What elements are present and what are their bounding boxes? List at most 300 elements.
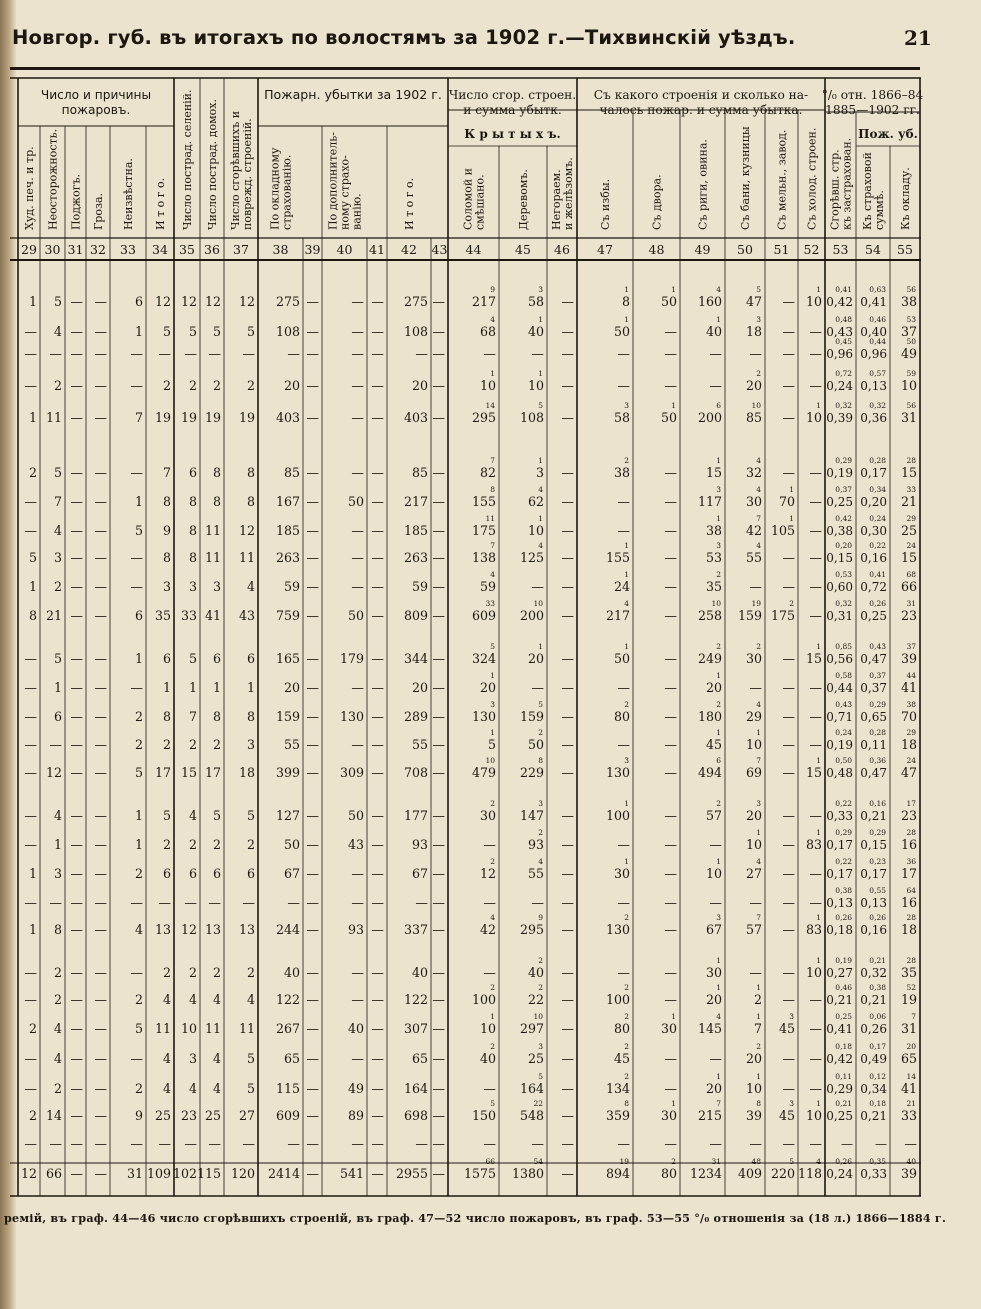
cell-r26-c41: — [371,1108,384,1123]
cell-r4-c36: 19 [204,410,221,425]
cell-r19-c40: — [351,895,364,910]
count-r24-c53: 0,18 [835,1042,852,1051]
cell-r1-c52: — [809,324,822,339]
count-r15-c52: 1 [816,756,821,765]
cell-r16-c50: 20 [745,808,762,823]
cell-r16-c54: 0,21 [860,809,887,823]
cell-r3-c34: 2 [162,378,171,393]
count-r23-c48: 1 [671,1012,676,1021]
cell-r1-c50: 18 [745,324,762,339]
cell-r13-c53: 0,71 [826,710,853,724]
cell-r11-c29: — [24,651,37,666]
cell-r5-c41: — [371,465,384,480]
cell-r4-c38: 403 [275,410,300,425]
cell-r0-c31: — [70,294,83,309]
count-r9-c53: 0,53 [835,570,852,579]
cell-r21-c31: — [70,965,83,980]
cell-r12-c38: 20 [283,680,300,695]
cell-r24-c43: — [432,1051,445,1066]
cell-r10-c31: — [70,608,83,623]
cell-r28-c53: 0,24 [826,1167,853,1181]
cell-r8-c42: 263 [403,550,428,565]
count-r28-c54: 0,35 [869,1157,886,1166]
cell-r11-c38: 165 [275,651,300,666]
cell-r22-c30: 2 [53,992,62,1007]
cell-r21-c46: — [561,965,574,980]
cell-r0-c48: 50 [660,294,677,309]
cell-r26-c45: 548 [519,1108,544,1123]
cell-r11-c30: 5 [53,651,62,666]
cell-r3-c49: — [709,378,722,393]
cell-r17-c44: — [483,837,496,852]
count-r24-c54: 0,17 [869,1042,886,1051]
column-number-53: 53 [832,242,849,257]
cell-r26-c49: 215 [697,1108,722,1123]
cell-r1-c29: — [24,324,37,339]
cell-r4-c33: 7 [134,410,143,425]
cell-r4-c48: 50 [660,410,677,425]
cell-r19-c52: — [809,895,822,910]
cell-r0-c30: 5 [53,294,62,309]
cell-r5-c47: 38 [613,465,630,480]
cell-r4-c42: 403 [403,410,428,425]
cell-r16-c36: 5 [212,808,221,823]
cell-r14-c45: 50 [527,737,544,752]
cell-r14-c30: — [49,737,62,752]
cell-r25-c41: — [371,1081,384,1096]
cell-r1-c48: — [664,324,677,339]
cell-r16-c31: — [70,808,83,823]
cell-r15-c47: 130 [605,765,630,780]
cell-r12-c52: — [809,680,822,695]
cell-r20-c49: 67 [705,922,722,937]
cell-r27-c42: — [415,1136,428,1151]
cell-r5-c51: — [782,465,795,480]
count-r11-c52: 1 [816,642,821,651]
cell-r13-c43: — [432,709,445,724]
cell-r5-c35: 6 [188,465,197,480]
cell-r27-c48: — [664,1136,677,1151]
cell-r6-c30: 7 [53,494,62,509]
cell-r11-c51: — [782,651,795,666]
cell-r24-c40: — [351,1051,364,1066]
cell-r20-c43: — [432,922,445,937]
column-number-54: 54 [865,242,881,257]
cell-r22-c51: — [782,992,795,1007]
count-r18-c47: 1 [624,857,629,866]
count-r13-c55: 38 [906,700,916,709]
cell-r24-c42: 65 [411,1051,428,1066]
cell-r1-c30: 4 [53,324,62,339]
cell-r17-c53: 0,17 [826,838,853,852]
cell-r27-c33: — [130,1136,143,1151]
cell-r6-c47: — [617,494,630,509]
cell-r6-c52: — [809,494,822,509]
cell-r24-c38: 65 [283,1051,300,1066]
count-r0-c55: 56 [906,285,916,294]
cell-r22-c34: 4 [162,992,171,1007]
cell-r27-c37: — [242,1136,255,1151]
count-r28-c51: 5 [789,1157,794,1166]
cell-r23-c31: — [70,1021,83,1036]
cell-r9-c38: 59 [283,579,300,594]
count-r0-c53: 0,41 [835,285,852,294]
cell-r5-c32: — [94,465,107,480]
cell-r18-c54: 0,17 [860,867,887,881]
column-number-49: 49 [694,242,711,257]
cell-r1-c45: 40 [527,324,544,339]
cell-r1-c47: 50 [613,324,630,339]
cell-r6-c45: 62 [527,494,544,509]
cell-r21-c50: — [749,965,762,980]
cell-r6-c31: — [70,494,83,509]
cell-r9-c54: 0,72 [860,580,887,594]
cell-r11-c40: 179 [339,651,364,666]
count-r3-c53: 0,72 [835,369,852,378]
cell-r21-c51: — [782,965,795,980]
cell-r26-c52: 10 [805,1108,822,1123]
cell-r23-c37: 11 [238,1021,255,1036]
cell-r28-c35: 102 [172,1166,197,1181]
group-header-2-line-1: и сумма убытк. [463,103,562,117]
cell-r15-c54: 0,47 [860,766,887,780]
cell-r18-c49: 10 [705,866,722,881]
cell-r8-c47: 155 [605,550,630,565]
cell-r20-c47: 130 [605,922,630,937]
count-r13-c50: 4 [756,700,761,709]
cell-r7-c44: 175 [471,523,496,538]
count-r17-c45: 2 [538,828,543,837]
cell-r22-c44: 100 [471,992,496,1007]
cell-r13-c44: 130 [471,709,496,724]
count-r15-c50: 7 [756,756,761,765]
cell-r28-c48: 80 [660,1166,677,1181]
count-r15-c53: 0,50 [835,756,852,765]
cell-r23-c49: 145 [697,1021,722,1036]
column-number-55: 55 [897,242,913,257]
cell-r2-c39: — [306,346,319,361]
count-r20-c53: 0,26 [835,913,852,922]
count-r8-c45: 4 [538,541,543,550]
count-r0-c48: 1 [671,285,676,294]
cell-r22-c53: 0,21 [826,993,853,1007]
cell-r19-c44: — [483,895,496,910]
cell-r13-c47: 80 [613,709,630,724]
cell-r1-c31: — [70,324,83,339]
cell-r17-c43: — [432,837,445,852]
cell-r27-c52: — [809,1136,822,1151]
cell-r2-c38: — [287,346,300,361]
column-number-42: 42 [401,242,417,257]
cell-r13-c46: — [561,709,574,724]
count-r7-c44: 11 [485,514,495,523]
cell-r8-c45: 125 [519,550,544,565]
cell-r26-c54: 0,21 [860,1109,887,1123]
cell-r20-c42: 337 [403,922,428,937]
count-r15-c49: 6 [716,756,721,765]
cell-r25-c43: — [432,1081,445,1096]
cell-r23-c40: 40 [347,1021,364,1036]
cell-r26-c40: 89 [347,1108,364,1123]
column-number-40: 40 [336,242,353,257]
cell-r6-c40: 50 [347,494,364,509]
cell-r20-c46: — [561,922,574,937]
footer-note: ремій, въ граф. 44—46 число сгорѣвшихъ строеній, въ граф. 47—52 число пожаровъ, въ граф. 53—55 °/₀ отношенія за (18 л.) 1866—1884 г. [4,1211,947,1225]
cell-r22-c36: 4 [212,992,221,1007]
cell-r22-c39: — [306,992,319,1007]
cell-r5-c46: — [561,465,574,480]
count-r23-c49: 4 [716,1012,721,1021]
cell-r26-c44: 150 [471,1108,496,1123]
count-r26-c50: 8 [756,1099,761,1108]
cell-r21-c37: 2 [246,965,255,980]
cell-r0-c40: — [351,294,364,309]
cell-r11-c45: 20 [527,651,544,666]
count-r0-c52: 1 [816,285,821,294]
column-number-31: 31 [67,242,84,257]
cell-r28-c37: 120 [230,1166,255,1181]
cell-r0-c54: 0,41 [860,295,887,309]
cell-r19-c54: 0,13 [860,896,887,910]
cell-r19-c31: — [70,895,83,910]
cell-r23-c44: 10 [479,1021,496,1036]
cell-r26-c43: — [432,1108,445,1123]
count-r9-c55: 68 [906,570,916,579]
column-header-49: Съ риги, овина. [696,139,710,230]
page-title: Новгор. губ. въ итогахъ по волостямъ за 1902 г.—Тихвинскій уѣздъ. [12,26,796,49]
cell-r14-c51: — [782,737,795,752]
cell-r10-c50: 159 [737,608,762,623]
cell-r9-c52: — [809,579,822,594]
cell-r18-c34: 6 [162,866,171,881]
cell-r18-c48: — [664,866,677,881]
cell-r25-c51: — [782,1081,795,1096]
cell-r20-c48: — [664,922,677,937]
cell-r28-c32: — [94,1166,107,1181]
cell-r2-c35: — [184,346,197,361]
cell-r3-c45: 10 [527,378,544,393]
cell-r23-c39: — [306,1021,319,1036]
cell-r3-c55: 10 [900,378,917,393]
cell-r17-c48: — [664,837,677,852]
cell-r3-c37: 2 [246,378,255,393]
cell-r26-c32: — [94,1108,107,1123]
cell-r24-c55: 65 [900,1051,917,1066]
count-r20-c50: 7 [756,913,761,922]
cell-r5-c42: 85 [411,465,428,480]
cell-r2-c55: 49 [900,346,917,361]
cell-r19-c37: — [242,895,255,910]
cell-r19-c51: — [782,895,795,910]
cell-r17-c42: 93 [411,837,428,852]
cell-r25-c47: 134 [605,1081,630,1096]
count-r21-c54: 0,21 [869,956,886,965]
count-r1-c54: 0,46 [869,315,886,324]
count-r24-c47: 2 [624,1042,629,1051]
cell-r13-c41: — [371,709,384,724]
count-r26-c54: 0,18 [869,1099,886,1108]
cell-r0-c36: 12 [204,294,221,309]
count-r0-c47: 1 [624,285,629,294]
cell-r28-c36: 115 [196,1166,221,1181]
cell-r3-c39: — [306,378,319,393]
cell-r3-c53: 0,24 [826,379,853,393]
cell-r13-c30: 6 [53,709,62,724]
count-r10-c54: 0,26 [869,599,886,608]
group-header-4-line-0: °/₀ отн. 1866–84 [821,88,924,102]
cell-r23-c43: — [432,1021,445,1036]
count-r16-c44: 2 [490,799,495,808]
cell-r27-c46: — [561,1136,574,1151]
column-header-34: И т о г о. [154,177,167,230]
cell-r13-c40: 130 [339,709,364,724]
cell-r26-c48: 30 [660,1108,677,1123]
cell-r16-c38: 127 [275,808,300,823]
count-r19-c55: 64 [906,886,916,895]
cell-r5-c36: 8 [212,465,221,480]
count-r12-c55: 44 [906,671,916,680]
cell-r21-c49: 30 [705,965,722,980]
cell-r3-c52: — [809,378,822,393]
cell-r7-c55: 25 [900,523,917,538]
cell-r22-c31: — [70,992,83,1007]
cell-r19-c41: — [371,895,384,910]
count-r28-c50: 48 [751,1157,761,1166]
cell-r21-c52: 10 [805,965,822,980]
count-r23-c55: 7 [911,1012,916,1021]
cell-r3-c33: — [130,378,143,393]
cell-r28-c39: — [306,1166,319,1181]
count-r10-c45: 10 [533,599,543,608]
count-r15-c45: 8 [538,756,543,765]
cell-r21-c30: 2 [53,965,62,980]
cell-r10-c35: 33 [180,608,197,623]
cell-r7-c36: 11 [204,523,221,538]
count-r7-c55: 29 [906,514,916,523]
cell-r5-c31: — [70,465,83,480]
cell-r13-c33: 2 [134,709,143,724]
cell-r20-c39: — [306,922,319,937]
count-r17-c54: 0,29 [869,828,886,837]
cell-r12-c36: 1 [212,680,221,695]
subgroup-header-0: К р ы т ы х ъ. [464,127,561,141]
cell-r13-c54: 0,65 [860,710,887,724]
cell-r16-c29: — [24,808,37,823]
cell-r9-c43: — [432,579,445,594]
column-header-53-line-0: Сгорѣвш. стр. [828,149,842,230]
cell-r9-c33: — [130,579,143,594]
cell-r26-c55: 33 [900,1108,917,1123]
count-r23-c50: 1 [756,1012,761,1021]
cell-r8-c37: 11 [238,550,255,565]
cell-r7-c38: 185 [275,523,300,538]
count-r8-c54: 0,22 [869,541,886,550]
count-r25-c45: 5 [538,1072,543,1081]
cell-r27-c31: — [70,1136,83,1151]
cell-r26-c50: 39 [745,1108,762,1123]
count-r11-c54: 0,43 [869,642,886,651]
cell-r6-c50: 30 [745,494,762,509]
count-r9-c49: 2 [716,570,721,579]
cell-r6-c46: — [561,494,574,509]
cell-r18-c35: 6 [188,866,197,881]
cell-r19-c49: — [709,895,722,910]
cell-r2-c36: — [208,346,221,361]
cell-r21-c32: — [94,965,107,980]
cell-r14-c53: 0,19 [826,738,853,752]
cell-r12-c30: 1 [53,680,62,695]
count-r13-c47: 2 [624,700,629,709]
cell-r16-c34: 5 [162,808,171,823]
cell-r23-c46: — [561,1021,574,1036]
count-r14-c49: 1 [716,728,721,737]
cell-r5-c40: — [351,465,364,480]
cell-r9-c48: — [664,579,677,594]
count-r9-c54: 0,41 [869,570,886,579]
cell-r7-c50: 42 [745,523,762,538]
cell-r21-c35: 2 [188,965,197,980]
cell-r26-c53: 0,25 [826,1109,853,1123]
column-header-31: Поджогъ. [69,174,83,230]
cell-r15-c39: — [306,765,319,780]
cell-r13-c36: 8 [212,709,221,724]
cell-r0-c37: 12 [238,294,255,309]
column-number-33: 33 [120,242,136,257]
cell-r25-c52: — [809,1081,822,1096]
cell-r9-c39: — [306,579,319,594]
cell-r2-c52: — [809,346,822,361]
cell-r18-c30: 3 [53,866,62,881]
cell-r24-c48: — [664,1051,677,1066]
cell-r10-c36: 41 [204,608,221,623]
count-r22-c55: 52 [906,983,916,992]
cell-r11-c54: 0,47 [860,652,887,666]
count-r12-c53: 0,58 [835,671,852,680]
count-r13-c44: 3 [490,700,495,709]
cell-r23-c41: — [371,1021,384,1036]
cell-r0-c33: 6 [134,294,143,309]
count-r5-c44: 7 [490,456,495,465]
cell-r22-c35: 4 [188,992,197,1007]
cell-r28-c51: 220 [770,1166,795,1181]
cell-r12-c39: — [306,680,319,695]
count-r20-c47: 2 [624,913,629,922]
cell-r20-c36: 13 [204,922,221,937]
cell-r19-c30: — [49,895,62,910]
cell-r8-c39: — [306,550,319,565]
count-r15-c44: 10 [485,756,495,765]
cell-r27-c36: — [208,1136,221,1151]
cell-r26-c39: — [306,1108,319,1123]
cell-r11-c50: 30 [745,651,762,666]
cell-r20-c35: 12 [180,922,197,937]
cell-r27-c30: — [49,1136,62,1151]
cell-r2-c53: 0,96 [826,347,853,361]
cell-r16-c55: 23 [900,808,917,823]
cell-r7-c34: 9 [162,523,171,538]
cell-r22-c40: — [351,992,364,1007]
cell-r13-c52: — [809,709,822,724]
column-number-34: 34 [152,242,168,257]
count-r10-c47: 4 [624,599,629,608]
cell-r4-c39: — [306,410,319,425]
cell-r2-c30: — [49,346,62,361]
cell-r15-c44: 479 [471,765,496,780]
cell-r14-c34: 2 [162,737,171,752]
cell-r11-c47: 50 [613,651,630,666]
cell-r25-c42: 164 [403,1081,428,1096]
cell-r16-c39: — [306,808,319,823]
